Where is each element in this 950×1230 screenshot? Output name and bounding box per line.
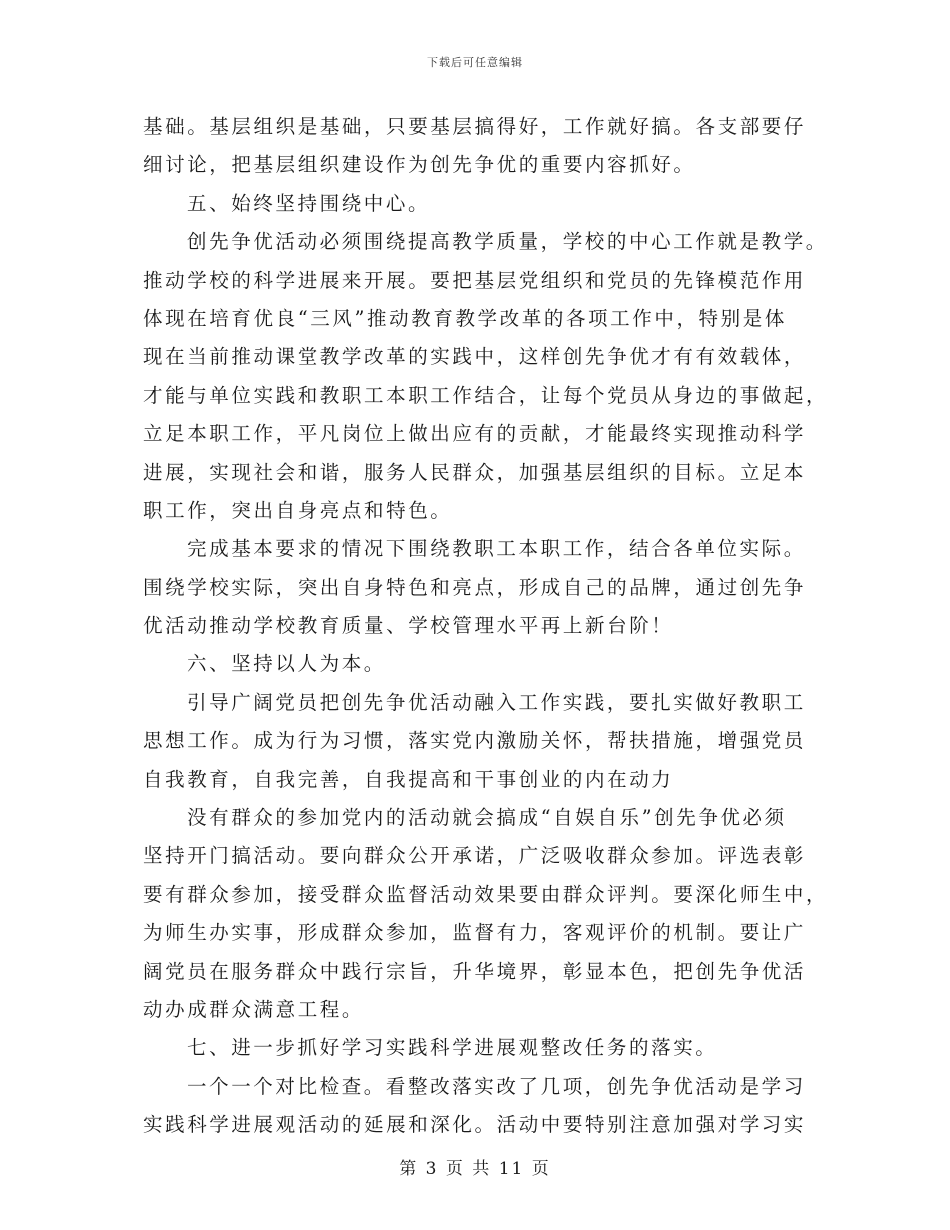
text-line: 一个一个对比检查。看整改落实改了几项，创先争优活动是学习 (187, 1074, 806, 1098)
text-line: 完成基本要求的情况下围绕教职工本职工作，结合各单位实际。 (187, 537, 806, 561)
text-line: 坚持开门搞活动。要向群众公开承诺，广泛吸收群众参加。评选表彰 (143, 844, 807, 868)
document-body (143, 108, 829, 1145)
text-line: 思想工作。成为行为习惯，落实党内激励关怀，帮扶措施，增强党员 (143, 729, 807, 753)
text-line: 推动学校的科学进展来开展。要把基层党组织和党员的先锋模范作用 (143, 268, 807, 292)
text-line: 五、始终坚持围绕中心。 (187, 191, 431, 215)
text-line: 要有群众参加，接受群众监督活动效果要由群众评判。要深化师生中， (143, 882, 829, 906)
text-line: 立足本职工作，平凡岗位上做出应有的贡献，才能最终实现推动科学 (143, 422, 807, 446)
text-line: 现在当前推动课堂教学改革的实践中，这样创先争优才有有效载体， (143, 345, 807, 369)
text-line: 体现在培育优良“三风”推动教育教学改革的各项工作中，特别是体 (143, 306, 787, 330)
text-line: 进展，实现社会和谐，服务人民群众，加强基层组织的目标。立足本 (143, 460, 807, 484)
text-line: 六、坚持以人为本。 (187, 652, 386, 676)
text-line: 细讨论，把基层组织建设作为创先争优的重要内容抓好。 (143, 153, 696, 177)
text-line: 为师生办实事，形成群众参加，监督有力，客观评价的机制。要让广 (143, 921, 807, 945)
text-line: 优活动推动学校教育质量、学校管理水平再上新台阶！ (143, 614, 674, 638)
text-line: 实践科学进展观活动的延展和深化。活动中要特别注意加强对学习实 (143, 1113, 807, 1137)
text-line: 动办成群众满意工程。 (143, 997, 365, 1021)
text-line: 创先争优活动必须围绕提高教学质量，学校的中心工作就是教学。 (187, 230, 828, 254)
text-line: 职工作，突出自身亮点和特色。 (143, 498, 453, 522)
page-footer: 第 3 页 共 11 页 (399, 1159, 551, 1179)
text-line: 围绕学校实际，突出自身特色和亮点，形成自己的品牌，通过创先争 (143, 575, 807, 599)
text-line: 七、进一步抓好学习实践科学进展观整改任务的落实。 (187, 1036, 718, 1060)
text-line: 才能与单位实践和教职工本职工作结合，让每个党员从身边的事做起， (143, 383, 829, 407)
text-line: 自我教育，自我完善，自我提高和干事创业的内在动力 (143, 767, 674, 791)
page-header: 下载后可任意编辑 (427, 56, 523, 69)
text-line: 阔党员在服务群众中践行宗旨，升华境界，彰显本色，把创先争优活 (143, 959, 807, 983)
text-line: 基础。基层组织是基础，只要基层搞得好，工作就好搞。各支部要仔 (143, 115, 807, 138)
text-line: 没有群众的参加党内的活动就会搞成“自娱自乐”创先争优必须 (187, 806, 787, 830)
text-line: 引导广阔党员把创先争优活动融入工作实践，要扎实做好教职工 (187, 690, 806, 714)
